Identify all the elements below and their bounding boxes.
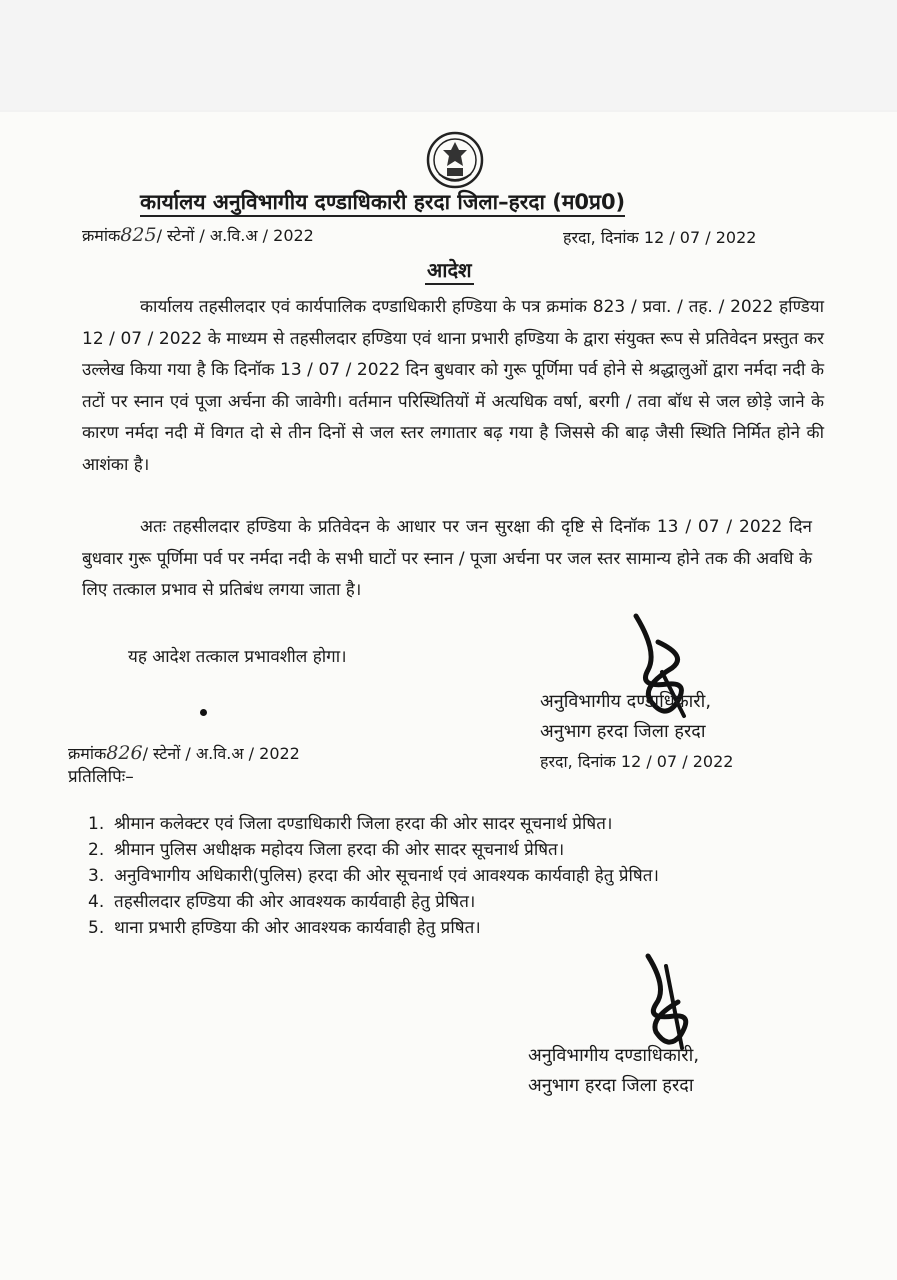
list-item bbox=[88, 812, 818, 836]
signatory-title: अनुविभागीय दण्डाधिकारी, bbox=[528, 1045, 700, 1066]
document-page bbox=[0, 112, 897, 1280]
paragraph-2: अतः तहसीलदार हण्डिया के प्रतिवेदन के आधार पर जन सुरक्षा की दृष्टि से दिनॉक 13 / 07 / 2022 दिन बुधवार गुरू पूर्णिमा पर्व पर नर्मदा नदी के सभी घाटों पर स्नान / पूजा अर्चना पर जल स्तर सामान्य होने तक की अवधि के लिए तत्काल प्रभाव से प्रतिबंध लगया जाता है। bbox=[82, 517, 812, 601]
list-item-text: श्रीमान कलेक्टर एवं जिला दण्डाधिकारी जिला हरदा की ओर सादर सूचनार्थ प्रेषित। bbox=[114, 814, 613, 834]
signature-block-1 bbox=[540, 687, 733, 777]
order-title: आदेश bbox=[425, 256, 474, 285]
list-item-number: 3. bbox=[88, 866, 105, 886]
paragraph-1: कार्यालय तहसीलदार एवं कार्यपालिक दण्डाधिकारी हण्डिया के पत्र क्रमांक 823 / प्रवा. / तह. / 2022 हण्डिया 12 / 07 / 2022 के माध्यम से तहसीलदार हण्डिया एवं थाना प्रभारी हण्डिया के द्वारा संयुक्त रूप से प्रतिवेदन प्रस्तुत कर उल्लेख किया गया है कि दिनॉक 13 / 07 / 2022 दिन बुधवार को गुरू पूर्णिमा पर्व होने से श्रद्धालुओं द्वारा नर्मदा नदी के तटों पर स्नान एवं पूजा अर्चना की जावेगी। वर्तमान परिस्थितियों में अत्यधिक वर्षा, बरगी / तवा बॉध से जल छोड़े जाने के कारण नर्मदा नदी में विगत दो से तीन दिनों से जल स्तर लगातार बढ़ गया है जिससे की बाढ़ जैसी स्थिति निर्मित होने की आशंका है। bbox=[82, 297, 824, 475]
signature-block-2 bbox=[528, 1041, 699, 1101]
copy-ref-number-handwritten: 826 bbox=[106, 742, 143, 764]
list-item bbox=[88, 890, 818, 914]
signatory-division: अनुभाग हरदा जिला हरदा bbox=[528, 1075, 694, 1096]
copy-list bbox=[88, 812, 818, 942]
list-item-number: 5. bbox=[88, 918, 105, 938]
ref-suffix: / स्टेनों / अ.वि.अ / 2022 bbox=[156, 226, 314, 245]
list-item bbox=[88, 916, 818, 940]
copy-reference bbox=[68, 742, 300, 764]
copy-ref-suffix: / स्टेनों / अ.वि.अ / 2022 bbox=[142, 744, 300, 763]
order-reference bbox=[82, 224, 314, 246]
ref-prefix: क्रमांक bbox=[82, 226, 121, 245]
ref-number-handwritten: 825 bbox=[120, 224, 157, 246]
list-item-text: तहसीलदार हण्डिया की ओर आवश्यक कार्यवाही हेतु प्रेषित। bbox=[114, 892, 476, 912]
place-date: हरदा, दिनांक 12 / 07 / 2022 bbox=[563, 228, 757, 247]
signature-mark-2 bbox=[638, 952, 698, 1052]
list-item-number: 4. bbox=[88, 892, 105, 912]
signature-date: हरदा, दिनांक 12 / 07 / 2022 bbox=[540, 752, 734, 771]
list-item-text: अनुविभागीय अधिकारी(पुलिस) हरदा की ओर सूचनार्थ एवं आवश्यक कार्यवाही हेतु प्रेषित। bbox=[114, 866, 659, 886]
list-item bbox=[88, 838, 818, 862]
list-item bbox=[88, 864, 818, 888]
signatory-title: अनुविभागीय दण्डाधिकारी, bbox=[540, 691, 712, 712]
list-item-text: थाना प्रभारी हण्डिया की ओर आवश्यक कार्यवाही हेतु प्रषित। bbox=[114, 918, 481, 938]
copy-ref-prefix: क्रमांक bbox=[68, 744, 107, 763]
list-item-number: 1. bbox=[88, 814, 105, 834]
effective-line: यह आदेश तत्काल प्रभावशील होगा। bbox=[128, 647, 347, 667]
office-heading bbox=[140, 188, 780, 216]
signatory-division: अनुभाग हरदा जिला हरदा bbox=[540, 721, 706, 742]
list-item-number: 2. bbox=[88, 840, 105, 860]
office-heading-text: कार्यालय अनुविभागीय दण्डाधिकारी हरदा जिला–हरदा (म0प्र0) bbox=[140, 190, 625, 217]
top-margin bbox=[0, 0, 897, 110]
state-emblem-icon bbox=[425, 130, 485, 192]
stray-dot bbox=[200, 709, 207, 716]
list-item-text: श्रीमान पुलिस अधीक्षक महोदय जिला हरदा की ओर सादर सूचनार्थ प्रेषित। bbox=[114, 840, 565, 860]
copy-label: प्रतिलिपिः– bbox=[68, 767, 134, 787]
